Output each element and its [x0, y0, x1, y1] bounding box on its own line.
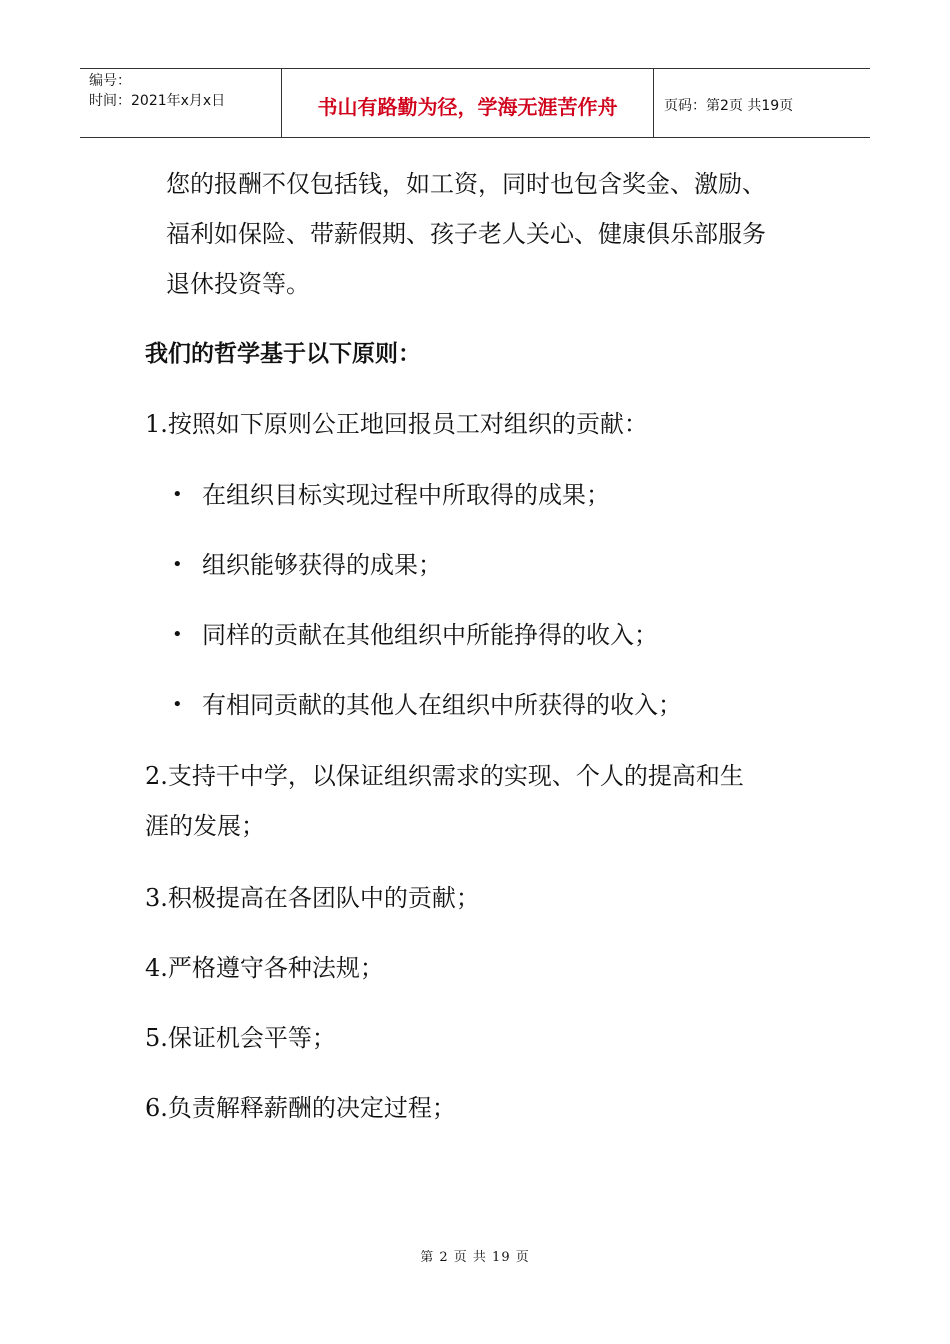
- document-time-label: 时间：2021年x月x日: [89, 93, 226, 109]
- header-motto: 书山有路勤为径，学海无涯苦作舟: [282, 69, 654, 137]
- principle-4: 4.严格遵守各种法规；: [145, 954, 384, 982]
- document-number-label: 编号：: [89, 73, 131, 89]
- principle-1: 1.按照如下原则公正地回报员工对组织的贡献：: [145, 410, 648, 438]
- bullet-text: 组织能够获得的成果；: [202, 551, 442, 579]
- bullet-text: 有相同贡献的其他人在组织中所获得的收入；: [202, 691, 682, 719]
- page-footer: 第 2 页 共 19 页: [420, 1250, 530, 1265]
- header-meta: [80, 69, 282, 137]
- bullet-icon: •: [172, 484, 183, 505]
- bullet-icon: •: [172, 624, 183, 645]
- principle-6: 6.负责解释薪酬的决定过程；: [145, 1094, 456, 1122]
- intro-line-1: 您的报酬不仅包括钱，如工资，同时也包含奖金、激励、: [166, 170, 766, 198]
- principle-2-line-2: 涯的发展；: [145, 812, 265, 840]
- bullet-text: 同样的贡献在其他组织中所能挣得的收入；: [202, 621, 658, 649]
- bullet-icon: •: [172, 694, 183, 715]
- principle-5: 5.保证机会平等；: [145, 1024, 336, 1052]
- philosophy-heading: 我们的哲学基于以下原则：: [145, 341, 421, 367]
- bullet-text: 在组织目标实现过程中所取得的成果；: [202, 481, 610, 509]
- bullet-icon: •: [172, 554, 183, 575]
- principle-2-line-1: 2.支持干中学，以保证组织需求的实现、个人的提高和生: [145, 762, 744, 790]
- page-header: [80, 68, 870, 138]
- intro-line-3: 退休投资等。: [166, 270, 310, 298]
- header-page-code: 页码：第2页 共19页: [664, 98, 794, 114]
- intro-line-2: 福利如保险、带薪假期、孩子老人关心、健康俱乐部服务: [166, 220, 766, 248]
- principle-3: 3.积极提高在各团队中的贡献；: [145, 884, 480, 912]
